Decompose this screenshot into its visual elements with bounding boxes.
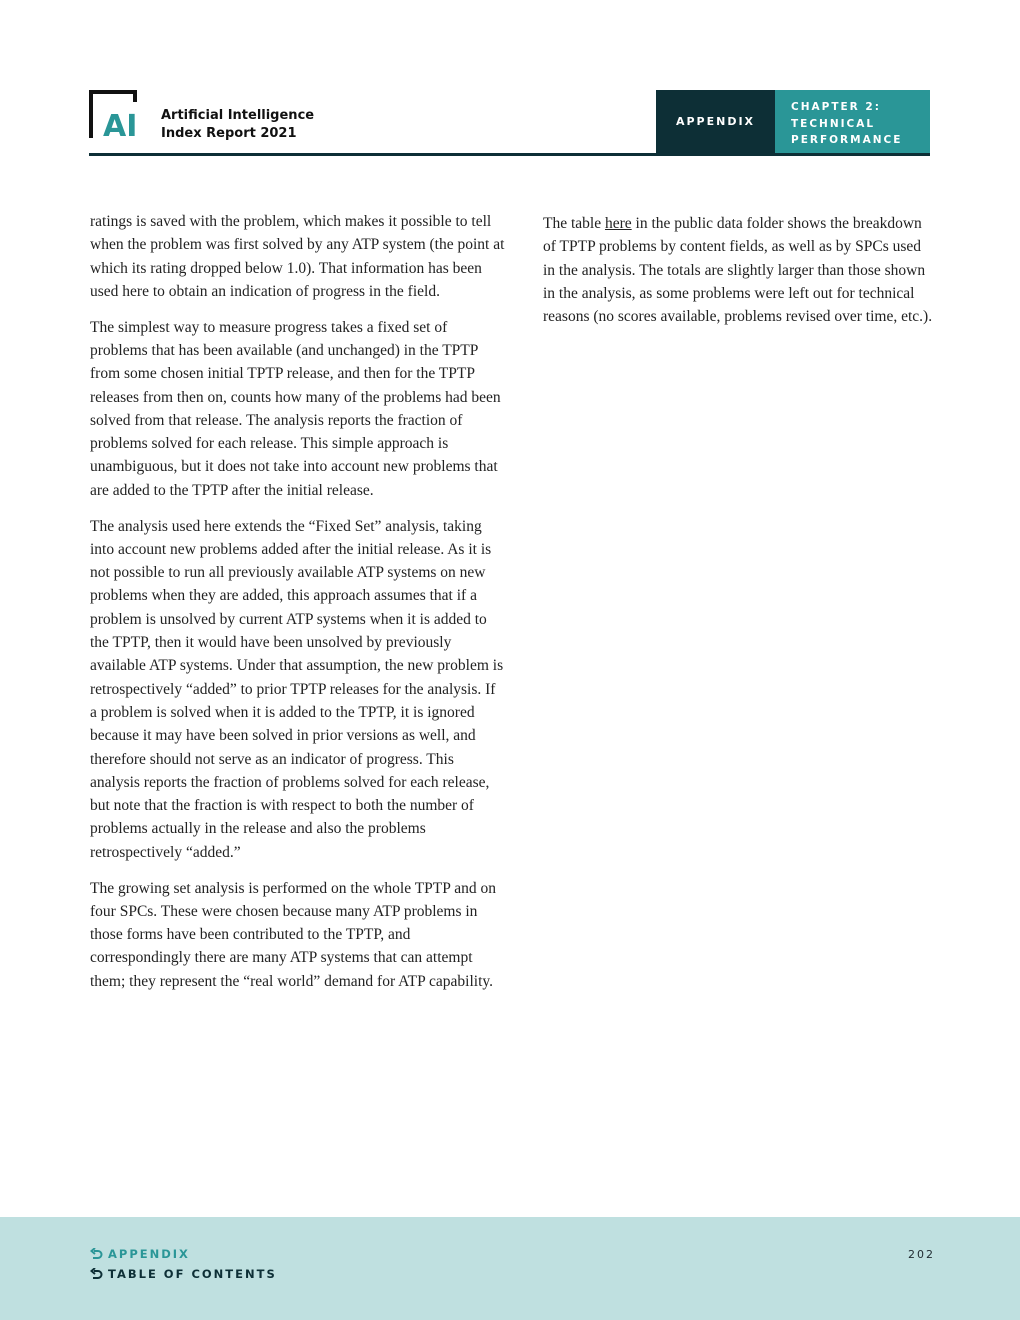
report-title-line2: Index Report 2021 (161, 126, 297, 141)
paragraph: The simplest way to measure progress takes a fixed set of problems that has been available (and unchanged) in the TPTP from some chosen initial TPTP release, and then for the TPTP releases from then on, counts how many of the problems had been solved from that release. The analysis reports the fraction of problems solved for each release. This simple approach is unambiguous, but it does not take into account new problems that are added to the TPTP after the initial release. (90, 318, 501, 499)
paragraph: ratings is saved with the problem, which makes it possible to tell when the problem was first solved by any ATP system (the point at which its rating dropped below 1.0). That information has been used here to obtain an indication of progress in the field. (90, 213, 505, 300)
chapter-line1: CHAPTER 2: (791, 101, 881, 113)
paragraph: The growing set analysis is performed on the whole TPTP and on four SPCs. These were chosen because many ATP problems in those forms have been contributed to the TPTP, and correspondingly there are many ATP systems that can attempt them; they represent the “real world” demand for ATP capability. (90, 879, 496, 990)
chapter-line2: TECHNICAL (791, 117, 876, 130)
text-fragment: The table (543, 215, 605, 232)
page-footer (0, 1217, 1020, 1320)
page-number: 202 (908, 1248, 935, 1261)
left-column (90, 210, 505, 1006)
footer-toc-link[interactable] (90, 1267, 277, 1281)
report-title (161, 107, 314, 143)
ai-index-logo (89, 90, 149, 142)
footer-appendix-link[interactable] (90, 1247, 190, 1261)
report-title-line1: Artificial Intelligence (161, 108, 315, 123)
footer-appendix-label: APPENDIX (108, 1247, 190, 1261)
svg-text:AI: AI (103, 109, 138, 142)
return-arrow-icon (90, 1268, 103, 1281)
return-arrow-icon (90, 1248, 103, 1261)
paragraph: The analysis used here extends the “Fixed Set” analysis, taking into account new problems added after the initial release. As it is not possible to run all previously available ATP systems on new problems when they are added, this approach assumes that if a problem is unsolved by current ATP systems when it is added to the TPTP, then it would have been unsolved by previously available ATP systems. Under that assumption, the new problem is retrospectively “added” to prior TPTP releases for the analysis. If a problem is solved when it is added to the TPTP, it is ignored because it may have been solved in prior versions as well, and therefore should not serve as an indicator of progress. This analysis reports the fraction of problems solved for each release, but note that the fraction is with respect to both the number of problems actually in the release and also the problems retrospectively “added.” (90, 517, 504, 861)
appendix-tab[interactable]: APPENDIX (656, 90, 775, 153)
chapter-line3: PERFORMANCE (791, 134, 903, 146)
page-header (89, 90, 930, 154)
chapter-tab[interactable] (775, 90, 930, 153)
footer-toc-label: TABLE OF CONTENTS (108, 1267, 277, 1281)
data-table-link[interactable]: here (604, 215, 632, 232)
text-fragment: in the public data folder shows the breakdown of TPTP problems by content fields, as well as by SPCs used in the analysis. The totals are slightly larger than those shown in the analysis, as some problems were left out for technical reasons (no scores available, problems revised over time, etc.). (543, 215, 933, 326)
header-divider (89, 153, 930, 156)
paragraph (543, 212, 935, 328)
right-column (543, 212, 935, 341)
